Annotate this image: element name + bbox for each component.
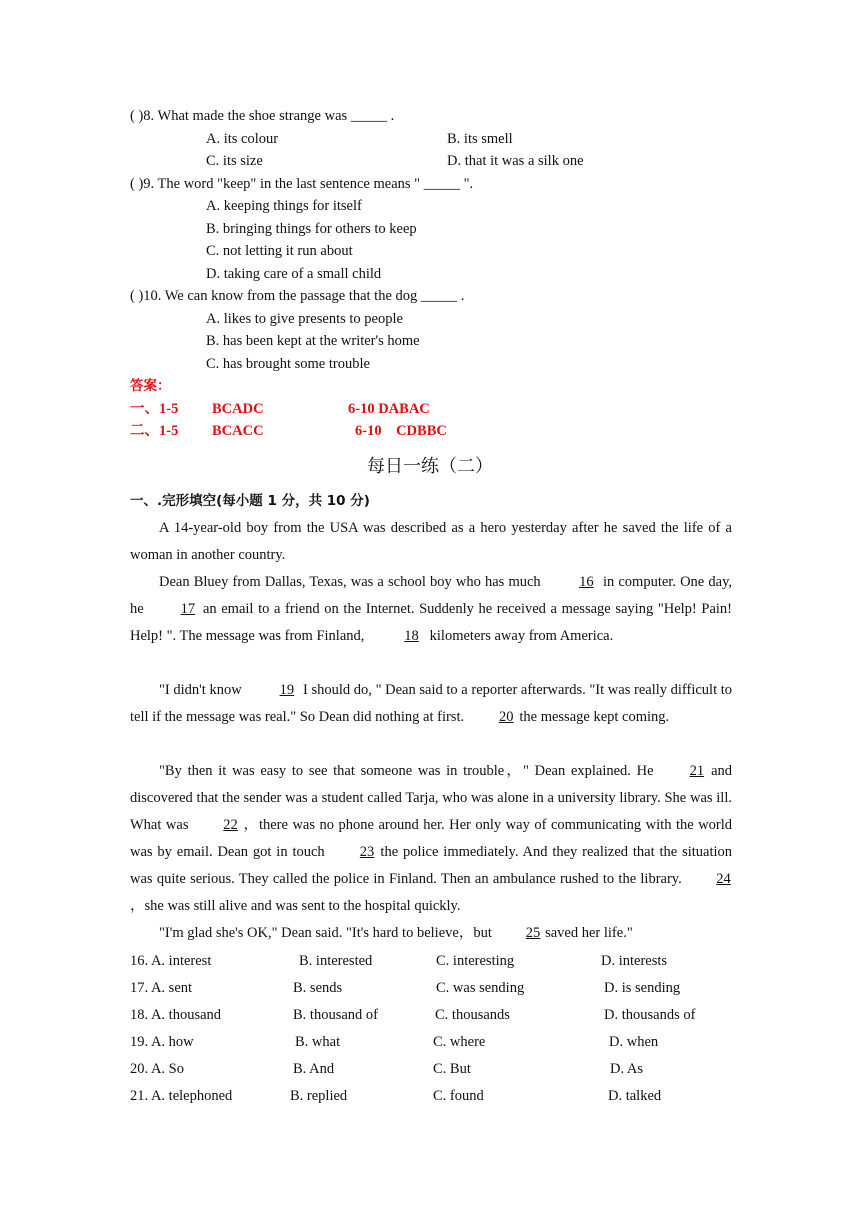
blank-19: 19	[279, 682, 295, 698]
answers-row-1-second: 6-10 DABAC	[348, 401, 430, 417]
question-9-blank: _____	[423, 176, 460, 192]
option-row-20-d: D. As	[610, 1061, 644, 1077]
option-row-21-a: 21. A. telephoned	[130, 1088, 233, 1104]
option-row-16-c: C. interesting	[436, 953, 515, 969]
option-row-18-a: 18. A. thousand	[130, 1007, 222, 1023]
option-row-20-c: C. But	[433, 1061, 471, 1077]
question-9-stem: ( )9. The word "keep" in the last sentence means " _____ ".	[130, 176, 474, 192]
question-10-stem: ( )10. We can know from the passage that the dog _____ .	[130, 288, 465, 304]
q9-option-b: B. bringing things for others to keep	[206, 221, 417, 237]
q9-option-d: D. taking care of a small child	[206, 266, 382, 282]
q10-option-c: C. has brought some trouble	[206, 356, 370, 372]
question-8-blank: _____	[350, 108, 388, 124]
blank-21: 21	[689, 763, 705, 779]
option-row-21-b: B. replied	[290, 1088, 348, 1104]
option-row-20-b: B. And	[293, 1061, 335, 1077]
option-row-18-b: B. thousand of	[293, 1007, 378, 1023]
answers-row-2-first: BCACC	[212, 423, 264, 439]
page-title: 每日一练（二）	[367, 456, 493, 477]
answers-row-2-label: 二、1-5	[130, 423, 179, 439]
passage-paragraph-1: A 14-year-old boy from the USA was described as a hero yesterday after he saved the life of a woman in another country.	[130, 520, 732, 563]
blank-20: 20	[498, 709, 514, 725]
option-row-17-c: C. was sending	[436, 980, 525, 996]
option-row-19-a: 19. A. how	[130, 1034, 194, 1050]
answers-row-1-label: 一、1-5	[130, 401, 179, 417]
option-row-17-d: D. is sending	[604, 980, 681, 996]
passage-paragraph-3: "I didn't know 19 I should do, " Dean said to a reporter afterwards. "It was really difficult to tell if the message was real." So Dean did nothing at first. 20 the message kept coming.	[130, 677, 732, 731]
option-row-19-d: D. when	[609, 1034, 659, 1050]
answers-label: 答案：	[130, 378, 171, 394]
option-row-17-a: 17. A. sent	[130, 980, 193, 996]
blank-25: 25	[525, 925, 541, 941]
blank-22: 22	[223, 817, 238, 833]
blank-18: 18	[404, 628, 419, 644]
section-heading: 一、.完形填空(每小题 1 分，共 10 分)	[130, 493, 370, 509]
q10-option-b: B. has been kept at the writer's home	[206, 333, 420, 349]
q8-option-b: B. its smell	[447, 131, 513, 147]
answers-row-2-second: 6-10 CDBBC	[355, 423, 447, 439]
option-row-21-d: D. talked	[608, 1088, 662, 1104]
q8-option-a: A. its colour	[206, 131, 279, 147]
q9-option-c: C. not letting it run about	[206, 243, 353, 259]
passage-paragraph-4: "By then it was easy to see that someone was in trouble，" Dean explained. He 21 and discovered that the sender was a student called Tarja, who was alone in a university library. She was ill. What was 22 ，there was no phone around her. Her only way of communicating with the world was by email. Dean got in touch 23 the police immediately. And they realized that the situation was quite serious. They called the police in Finland. Then an ambulance rushed to the library. 24 ，she was still alive and was sent to the hospital quickly.	[130, 758, 732, 920]
option-row-20-a: 20. A. So	[130, 1061, 184, 1077]
option-row-16-a: 16. A. interest	[130, 953, 212, 969]
blank-16: 16	[579, 574, 594, 590]
option-row-19-b: B. what	[295, 1034, 341, 1050]
passage-paragraph-5: "I'm glad she's OK," Dean said. "It's hard to believe，but 25 saved her life."	[130, 920, 732, 947]
q10-option-a: A. likes to give presents to people	[206, 311, 403, 327]
q8-option-d: D. that it was a silk one	[447, 153, 584, 169]
passage-paragraph-2: Dean Bluey from Dallas, Texas, was a school boy who has much 16 in computer. One day, he 17 an email to a friend on the Internet. Suddenly he received a message saying "Help! Pain! Help! ". The message was from Finland, 18 kilometers away from America.	[130, 569, 732, 650]
blank-23: 23	[359, 844, 375, 860]
option-row-18-c: C. thousands	[435, 1007, 510, 1023]
option-row-21-c: C. found	[433, 1088, 484, 1104]
q8-option-c: C. its size	[206, 153, 263, 169]
question-10-blank: _____	[420, 288, 458, 304]
option-row-18-d: D. thousands of	[604, 1007, 696, 1023]
blank-17: 17	[180, 601, 196, 617]
option-row-17-b: B. sends	[293, 980, 343, 996]
question-8-stem: ( )8. What made the shoe strange was _____ .	[130, 108, 395, 124]
option-row-16-d: D. interests	[601, 953, 668, 969]
option-row-16-b: B. interested	[299, 953, 373, 969]
option-row-19-c: C. where	[433, 1034, 486, 1050]
blank-24: 24	[716, 871, 731, 887]
q9-option-a: A. keeping things for itself	[206, 198, 362, 214]
answers-row-1-first: BCADC	[212, 401, 264, 417]
